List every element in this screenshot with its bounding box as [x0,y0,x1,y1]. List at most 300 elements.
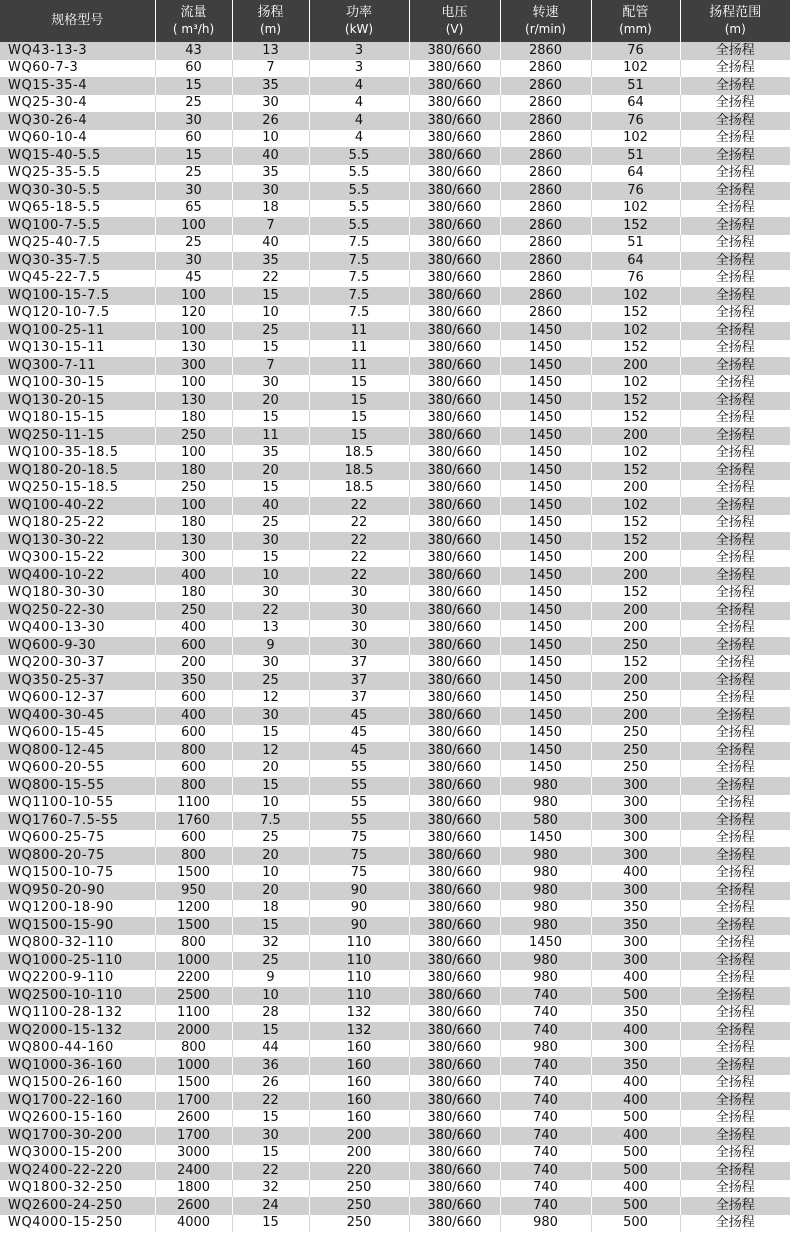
cell-range: 全扬程 [715,847,755,863]
cell-head: 26 [232,1075,309,1093]
cell-flow: 600 [155,725,232,743]
cell-flow: 1100 [155,1005,232,1023]
cell-voltage: 380/660 [409,340,500,358]
cell-voltage: 380/660 [409,760,500,778]
cell-pipe: 400 [591,1092,680,1110]
cell-pipe: 152 [591,340,680,358]
cell-range: 全扬程 [715,550,755,566]
cell-model: WQ1000-25-110 [0,952,155,970]
cell-power: 37 [309,690,409,708]
cell-range: 全扬程 [715,1022,755,1038]
cell-power: 15 [309,427,409,445]
cell-power: 15 [309,375,409,393]
cell-pipe: 152 [591,515,680,533]
cell-pipe: 200 [591,672,680,690]
cell-pipe: 300 [591,1040,680,1058]
cell-speed: 980 [500,865,591,883]
cell-head: 22 [232,1092,309,1110]
cell-pipe: 500 [591,987,680,1005]
cell-pipe: 350 [591,1057,680,1075]
cell-pipe: 152 [591,585,680,603]
cell-speed: 740 [500,1162,591,1180]
cell-model: WQ250-22-30 [0,602,155,620]
cell-range: 全扬程 [715,42,755,58]
cell-speed: 1450 [500,515,591,533]
cell-range: 全扬程 [715,1075,755,1091]
cell-head: 10 [232,865,309,883]
cell-head: 30 [232,655,309,673]
cell-voltage: 380/660 [409,987,500,1005]
cell-range: 全扬程 [715,340,755,356]
cell-range: 全扬程 [715,637,755,653]
cell-speed: 740 [500,1092,591,1110]
cell-range: 全扬程 [715,1005,755,1021]
cell-head: 15 [232,480,309,498]
header-flow-unit: ( m³/h) [172,22,215,36]
cell-range: 全扬程 [715,1215,755,1231]
cell-voltage: 380/660 [409,1022,500,1040]
cell-voltage: 380/660 [409,1145,500,1163]
cell-model: WQ100-35-18.5 [0,445,155,463]
cell-voltage: 380/660 [409,935,500,953]
cell-model: WQ2400-22-220 [0,1162,155,1180]
cell-head: 30 [232,95,309,113]
cell-range: 全扬程 [715,60,755,76]
cell-voltage: 380/660 [409,725,500,743]
cell-pipe: 51 [591,235,680,253]
cell-flow: 180 [155,515,232,533]
table-row [0,882,790,900]
cell-speed: 1450 [500,322,591,340]
header-voltage-unit: (V) [445,22,464,36]
table-row [0,375,790,393]
cell-flow: 4000 [155,1215,232,1233]
cell-model: WQ15-35-4 [0,77,155,95]
cell-flow: 100 [155,375,232,393]
cell-model: WQ200-30-37 [0,655,155,673]
cell-pipe: 152 [591,305,680,323]
cell-head: 20 [232,392,309,410]
table-row [0,725,790,743]
table-row [0,1110,790,1128]
cell-power: 4 [309,130,409,148]
cell-voltage: 380/660 [409,287,500,305]
header-flow: 流量 ( m³/h) [155,0,232,42]
cell-voltage: 380/660 [409,742,500,760]
cell-pipe: 64 [591,165,680,183]
cell-voltage: 380/660 [409,445,500,463]
cell-voltage: 380/660 [409,1005,500,1023]
cell-pipe: 102 [591,445,680,463]
cell-flow: 600 [155,830,232,848]
cell-power: 7.5 [309,305,409,323]
cell-pipe: 350 [591,900,680,918]
cell-power: 5.5 [309,200,409,218]
cell-speed: 1450 [500,375,591,393]
cell-pipe: 200 [591,620,680,638]
cell-head: 13 [232,42,309,60]
cell-range: 全扬程 [715,1197,755,1213]
cell-head: 22 [232,270,309,288]
cell-head: 11 [232,427,309,445]
cell-power: 30 [309,602,409,620]
header-range-unit: (m) [724,22,746,36]
table-row [0,672,790,690]
cell-pipe: 300 [591,882,680,900]
cell-flow: 2600 [155,1110,232,1128]
cell-flow: 600 [155,760,232,778]
cell-range: 全扬程 [715,445,755,461]
table-row [0,235,790,253]
cell-range: 全扬程 [715,707,755,723]
cell-speed: 2860 [500,252,591,270]
cell-voltage: 380/660 [409,620,500,638]
cell-voltage: 380/660 [409,147,500,165]
table-row [0,742,790,760]
cell-range: 全扬程 [715,1040,755,1056]
table-row [0,532,790,550]
cell-flow: 1700 [155,1092,232,1110]
cell-power: 22 [309,532,409,550]
cell-range: 全扬程 [715,252,755,268]
cell-flow: 300 [155,357,232,375]
cell-head: 10 [232,567,309,585]
cell-range: 全扬程 [715,690,755,706]
cell-speed: 1450 [500,445,591,463]
cell-power: 22 [309,497,409,515]
table-row [0,970,790,988]
cell-flow: 600 [155,690,232,708]
cell-pipe: 200 [591,602,680,620]
cell-speed: 740 [500,1075,591,1093]
cell-flow: 180 [155,462,232,480]
cell-head: 30 [232,532,309,550]
cell-model: WQ1200-18-90 [0,900,155,918]
cell-range: 全扬程 [715,1110,755,1126]
cell-pipe: 500 [591,1162,680,1180]
cell-model: WQ130-15-11 [0,340,155,358]
header-model: 规格型号 [0,0,155,42]
cell-pipe: 102 [591,375,680,393]
cell-pipe: 300 [591,847,680,865]
cell-model: WQ25-40-7.5 [0,235,155,253]
cell-pipe: 200 [591,357,680,375]
cell-pipe: 102 [591,60,680,78]
cell-range: 全扬程 [715,77,755,93]
table-row [0,830,790,848]
cell-power: 15 [309,410,409,428]
cell-flow: 100 [155,322,232,340]
cell-voltage: 380/660 [409,812,500,830]
cell-model: WQ130-20-15 [0,392,155,410]
cell-head: 9 [232,637,309,655]
cell-power: 55 [309,812,409,830]
cell-head: 7 [232,357,309,375]
table-row [0,1022,790,1040]
cell-power: 7.5 [309,235,409,253]
cell-pipe: 51 [591,147,680,165]
cell-model: WQ800-12-45 [0,742,155,760]
cell-model: WQ100-7-5.5 [0,217,155,235]
cell-speed: 980 [500,847,591,865]
cell-voltage: 380/660 [409,707,500,725]
cell-speed: 1450 [500,672,591,690]
table-row [0,1180,790,1198]
cell-power: 22 [309,515,409,533]
cell-model: WQ15-40-5.5 [0,147,155,165]
cell-range: 全扬程 [715,112,755,128]
cell-pipe: 250 [591,742,680,760]
cell-power: 5.5 [309,147,409,165]
cell-flow: 2500 [155,987,232,1005]
table-row [0,865,790,883]
cell-pipe: 400 [591,970,680,988]
cell-power: 45 [309,742,409,760]
header-head-unit: (m) [259,22,282,36]
cell-flow: 45 [155,270,232,288]
cell-power: 45 [309,725,409,743]
cell-power: 7.5 [309,270,409,288]
table-row [0,217,790,235]
cell-speed: 1450 [500,340,591,358]
cell-model: WQ180-20-18.5 [0,462,155,480]
cell-model: WQ180-25-22 [0,515,155,533]
cell-speed: 1450 [500,725,591,743]
table-row [0,1145,790,1163]
cell-power: 5.5 [309,165,409,183]
cell-head: 35 [232,252,309,270]
cell-voltage: 380/660 [409,690,500,708]
cell-pipe: 76 [591,182,680,200]
cell-flow: 2200 [155,970,232,988]
cell-voltage: 380/660 [409,515,500,533]
cell-power: 11 [309,357,409,375]
cell-pipe: 300 [591,830,680,848]
cell-range: 全扬程 [715,392,755,408]
cell-flow: 43 [155,42,232,60]
cell-speed: 980 [500,1215,591,1233]
cell-pipe: 200 [591,550,680,568]
cell-head: 15 [232,777,309,795]
cell-pipe: 102 [591,497,680,515]
cell-pipe: 76 [591,112,680,130]
cell-range: 全扬程 [715,427,755,443]
cell-flow: 30 [155,182,232,200]
cell-speed: 1450 [500,497,591,515]
cell-voltage: 380/660 [409,305,500,323]
table-row [0,147,790,165]
cell-speed: 1450 [500,742,591,760]
cell-flow: 25 [155,235,232,253]
cell-model: WQ600-15-45 [0,725,155,743]
cell-flow: 1760 [155,812,232,830]
cell-model: WQ250-15-18.5 [0,480,155,498]
cell-pipe: 51 [591,77,680,95]
cell-voltage: 380/660 [409,1110,500,1128]
table-row [0,655,790,673]
cell-voltage: 380/660 [409,392,500,410]
cell-speed: 740 [500,1145,591,1163]
cell-head: 15 [232,725,309,743]
header-voltage: 电压 (V) [409,0,500,42]
cell-speed: 2860 [500,42,591,60]
cell-flow: 800 [155,847,232,865]
cell-flow: 250 [155,602,232,620]
cell-flow: 600 [155,637,232,655]
cell-model: WQ30-30-5.5 [0,182,155,200]
cell-power: 250 [309,1215,409,1233]
cell-voltage: 380/660 [409,77,500,95]
cell-speed: 2860 [500,200,591,218]
cell-range: 全扬程 [715,620,755,636]
cell-range: 全扬程 [715,900,755,916]
cell-speed: 740 [500,987,591,1005]
cell-voltage: 380/660 [409,130,500,148]
cell-pipe: 102 [591,200,680,218]
cell-flow: 100 [155,445,232,463]
cell-speed: 980 [500,952,591,970]
cell-model: WQ3000-15-200 [0,1145,155,1163]
cell-flow: 30 [155,252,232,270]
table-row [0,357,790,375]
cell-model: WQ600-25-75 [0,830,155,848]
cell-power: 250 [309,1197,409,1215]
cell-pipe: 64 [591,252,680,270]
cell-head: 44 [232,1040,309,1058]
cell-pipe: 500 [591,1145,680,1163]
cell-flow: 1000 [155,952,232,970]
cell-voltage: 380/660 [409,322,500,340]
cell-pipe: 400 [591,1180,680,1198]
cell-head: 32 [232,935,309,953]
cell-voltage: 380/660 [409,357,500,375]
cell-flow: 65 [155,200,232,218]
cell-voltage: 380/660 [409,1197,500,1215]
cell-head: 24 [232,1197,309,1215]
cell-range: 全扬程 [715,287,755,303]
cell-speed: 740 [500,1127,591,1145]
cell-head: 20 [232,462,309,480]
cell-head: 10 [232,305,309,323]
table-row [0,1005,790,1023]
cell-power: 132 [309,1022,409,1040]
cell-model: WQ43-13-3 [0,42,155,60]
cell-pipe: 152 [591,392,680,410]
cell-model: WQ1700-22-160 [0,1092,155,1110]
cell-model: WQ100-15-7.5 [0,287,155,305]
cell-speed: 2860 [500,217,591,235]
cell-power: 75 [309,847,409,865]
cell-speed: 1450 [500,602,591,620]
cell-pipe: 250 [591,725,680,743]
cell-voltage: 380/660 [409,847,500,865]
cell-flow: 130 [155,392,232,410]
cell-flow: 2400 [155,1162,232,1180]
cell-flow: 60 [155,130,232,148]
cell-head: 30 [232,1127,309,1145]
cell-model: WQ60-7-3 [0,60,155,78]
cell-voltage: 380/660 [409,112,500,130]
header-pipe: 配管 (mm) [591,0,680,42]
cell-model: WQ300-7-11 [0,357,155,375]
cell-flow: 25 [155,165,232,183]
cell-pipe: 200 [591,427,680,445]
cell-range: 全扬程 [715,130,755,146]
cell-pipe: 152 [591,655,680,673]
cell-head: 32 [232,1180,309,1198]
cell-flow: 1100 [155,795,232,813]
table-row [0,42,790,60]
cell-range: 全扬程 [715,777,755,793]
cell-range: 全扬程 [715,270,755,286]
cell-voltage: 380/660 [409,252,500,270]
cell-power: 30 [309,637,409,655]
cell-flow: 200 [155,655,232,673]
cell-flow: 60 [155,60,232,78]
cell-voltage: 380/660 [409,497,500,515]
cell-flow: 1500 [155,917,232,935]
cell-power: 18.5 [309,445,409,463]
table-body [0,42,790,1232]
cell-model: WQ2000-15-132 [0,1022,155,1040]
cell-pipe: 500 [591,1110,680,1128]
cell-speed: 2860 [500,112,591,130]
cell-range: 全扬程 [715,935,755,951]
cell-flow: 25 [155,95,232,113]
header-power: 功率 (kW) [309,0,409,42]
cell-head: 25 [232,322,309,340]
cell-voltage: 380/660 [409,795,500,813]
cell-power: 15 [309,392,409,410]
cell-power: 160 [309,1040,409,1058]
cell-flow: 180 [155,585,232,603]
cell-pipe: 300 [591,812,680,830]
cell-model: WQ800-20-75 [0,847,155,865]
cell-power: 110 [309,935,409,953]
table-row [0,497,790,515]
cell-head: 25 [232,515,309,533]
table-row [0,620,790,638]
cell-power: 160 [309,1075,409,1093]
cell-voltage: 380/660 [409,1040,500,1058]
cell-head: 15 [232,410,309,428]
cell-voltage: 380/660 [409,217,500,235]
cell-model: WQ180-15-15 [0,410,155,428]
cell-head: 25 [232,952,309,970]
cell-speed: 980 [500,882,591,900]
cell-head: 20 [232,760,309,778]
cell-voltage: 380/660 [409,462,500,480]
cell-model: WQ2500-10-110 [0,987,155,1005]
cell-power: 200 [309,1145,409,1163]
table-row [0,585,790,603]
cell-range: 全扬程 [715,602,755,618]
cell-flow: 15 [155,77,232,95]
table-row [0,812,790,830]
cell-voltage: 380/660 [409,1180,500,1198]
cell-speed: 740 [500,1022,591,1040]
cell-pipe: 250 [591,637,680,655]
table-row [0,252,790,270]
cell-range: 全扬程 [715,1057,755,1073]
table-row [0,777,790,795]
cell-speed: 2860 [500,305,591,323]
cell-flow: 15 [155,147,232,165]
cell-head: 12 [232,742,309,760]
cell-power: 18.5 [309,462,409,480]
cell-power: 7.5 [309,287,409,305]
cell-flow: 1200 [155,900,232,918]
